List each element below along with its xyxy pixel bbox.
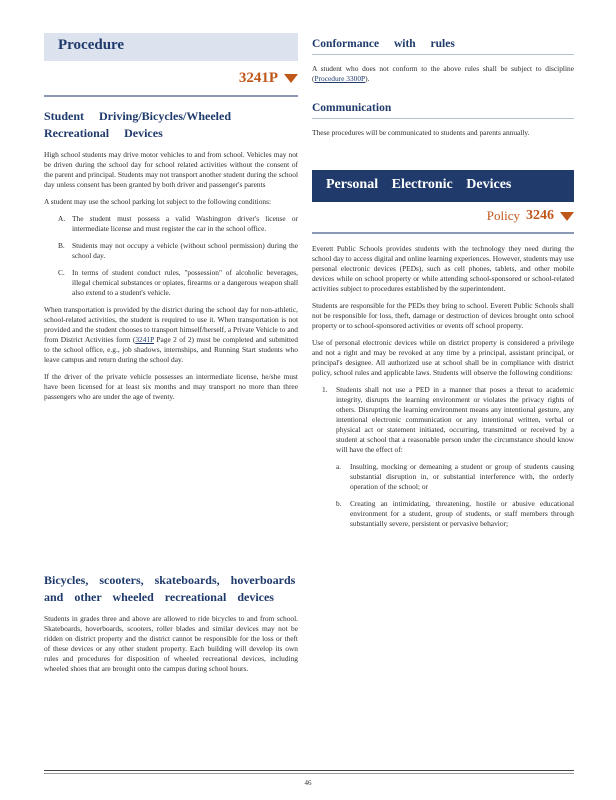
section-divider bbox=[312, 54, 574, 55]
communication-section bbox=[312, 100, 574, 145]
bicycles-section bbox=[44, 572, 298, 681]
procedure-banner bbox=[44, 33, 298, 61]
ped-p3: Use of personal electronic devices while on district property is considered a privilege and not a right and may be revoked at any time by a principal, assistant principal, or principal's designee. All authorized use at school shall be in compliance with district policy, school rules and applicable laws. Students will observe the following conditions: bbox=[312, 338, 574, 377]
policy-label: Policy bbox=[486, 208, 520, 223]
form-3241p-link[interactable]: 3241P bbox=[135, 335, 154, 344]
ped-banner bbox=[312, 170, 574, 202]
list-item: b. Creating an intimidating, threatening, hostile or abusive educational environment for a student, group of students, or staff members through substantially severe, persistent or pervasive behavior; bbox=[336, 499, 574, 528]
procedure-3300p-link[interactable]: Procedure 3300P bbox=[314, 74, 366, 83]
footer-rule bbox=[44, 773, 574, 774]
student-driving-heading: Student Driving/Bicycles/Wheeled Recreational Devices bbox=[44, 109, 231, 140]
section-divider bbox=[44, 95, 298, 97]
ped-conditions-list bbox=[312, 385, 574, 455]
conformance-section bbox=[312, 36, 574, 91]
procedure-label: Procedure bbox=[58, 37, 125, 53]
ped-body bbox=[312, 244, 574, 536]
student-driving-p2: A student may use the school parking lot subject to the following conditions: bbox=[44, 197, 272, 206]
section-divider bbox=[312, 232, 574, 234]
ped-p1: Everett Public Schools provides students with the technology they need during the school day to access digital and online learning experiences. However, students may use personal electronic devices (PEDs), such as cell phones, tablets, and other mobile devices while on school property or while attending school-sponsored or school-related activities subject to procedures established by the superintendent. bbox=[312, 244, 574, 293]
list-item: a. Insulting, mocking or demeaning a student or group of students causing substantial disruption in, or substantial interference with, the orderly operation of the school; or bbox=[336, 462, 574, 491]
policy-code-row bbox=[487, 208, 574, 224]
right-column bbox=[312, 0, 574, 770]
communication-heading: Communication bbox=[312, 102, 392, 114]
bicycles-heading: Bicycles, scooters, skateboards, hoverboards and other wheeled recreational devices bbox=[44, 573, 296, 604]
left-column bbox=[44, 0, 298, 770]
student-driving-p3: When transportation is provided by the district during the school day for non-athletic, school-related activities, the student is required to use it. When transportation is not provided and the student chooses to transport himself/herself, a Private Vehicle to and from District Activities form (3241P Page 2 of 2) must be completed and submitted to the school office, e.g., job shadows, internships, and Running Start students who leave campus and return during the school day. bbox=[44, 305, 298, 364]
ped-p2: Students are responsible for the PEDs they bring to school. Everett Public Schools shall not be responsible for loss, theft, damage or destruction of devices brought onto school property or to school-sponsored activities or events off school property. bbox=[312, 301, 574, 330]
conformance-heading: Conformance with rules bbox=[312, 38, 455, 50]
triangle-down-icon bbox=[560, 212, 574, 221]
ped-sub-list bbox=[312, 462, 574, 529]
section-divider bbox=[312, 118, 574, 119]
list-item: A. The student must possess a valid Washington driver's license or intermediate license and must register the car in the school office. bbox=[58, 214, 298, 233]
bicycles-p1: Students in grades three and above are allowed to ride bicycles to and from school. Skateboards, hoverboards, scooters, roller blades and similar devices may not be ridden on district property and the district cannot be responsible for the loss or theft of these devices or any other student property. Each building will develop its own rules and procedures for disposition of wheeled recreational devices, including wheeled shoes that are brought onto the campus during school hours. bbox=[44, 614, 298, 673]
list-item: B. Students may not occupy a vehicle (without school permission) during the school day. bbox=[58, 241, 298, 260]
triangle-down-icon bbox=[284, 74, 298, 83]
list-item: 1. Students shall not use a PED in a manner that poses a threat to academic integrity, disrupts the learning environment or violates the privacy rights of others. Disrupting the learning environment means any intentional gesture, any intentional electronic communication or any intentional written, verbal or physical act or statement initiated, occurring, transmitted or received by a student at school that a reasonable person under the circumstance should know will have the effect of: bbox=[322, 385, 574, 454]
policy-number: 3246 bbox=[526, 208, 554, 223]
communication-text: These procedures will be communicated to students and parents annually. bbox=[312, 128, 530, 137]
procedure-code-row bbox=[239, 70, 298, 87]
page-number: 46 bbox=[304, 779, 312, 787]
list-item: C. In terms of student conduct rules, "possession" of alcoholic beverages, illegal chemical substances or opiates, firearms or a dangerous weapon shall also extend to a student's vehicle. bbox=[58, 268, 298, 297]
student-driving-p1: High school students may drive motor vehicles to and from school. Vehicles may not be driven during the school day for school related activities without the consent of the parent and principal. Students may not transport another student during the school day unless consent has been granted by both driver and passenger's parents bbox=[44, 150, 298, 189]
student-driving-section bbox=[44, 108, 298, 409]
ped-heading: Personal Electronic Devices bbox=[326, 177, 512, 192]
conformance-text: A student who does not conform to the above rules shall be subject to discipline (Procedure 3300P). bbox=[312, 64, 574, 83]
parking-conditions-list bbox=[44, 214, 298, 298]
footer-rule bbox=[44, 770, 574, 771]
procedure-code: 3241P bbox=[238, 70, 278, 86]
student-driving-p4: If the driver of the private vehicle possesses an intermediate license, he/she must have been licensed for at least six months and may transport no more than three passengers who are under the age of twenty. bbox=[44, 372, 298, 401]
